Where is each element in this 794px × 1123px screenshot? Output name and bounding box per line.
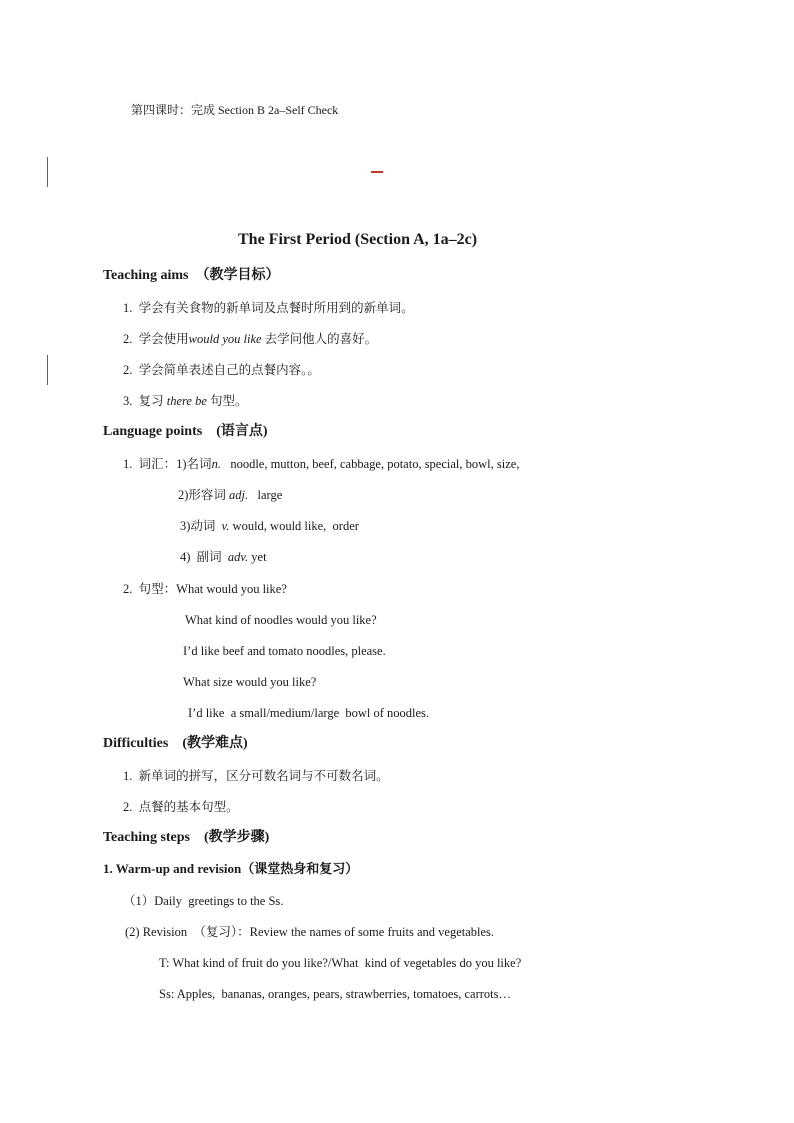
aim-item-3: 2. 学会简单表述自己的点餐内容。。 bbox=[123, 363, 320, 377]
lesson-header-line: 第四课时：完成 Section B 2a–Self Check bbox=[131, 103, 339, 117]
language-points-heading: Language points (语言点) bbox=[103, 424, 268, 439]
page-title: The First Period (Section A, 1a–2c) bbox=[238, 231, 478, 248]
sentence-pattern-line-4: What size would you like? bbox=[183, 675, 317, 689]
sentence-pattern-line-2: What kind of noodles would you like? bbox=[185, 613, 377, 627]
vocab-line-4: 4) 副词 adv. yet bbox=[180, 550, 267, 564]
margin-mark-middle bbox=[47, 355, 48, 385]
warm-up-heading: 1. Warm-up and revision（课堂热身和复习） bbox=[103, 861, 359, 876]
sentence-pattern-line-3: I’d like beef and tomato noodles, please. bbox=[183, 644, 386, 658]
difficulty-item-2: 2. 点餐的基本句型。 bbox=[123, 800, 239, 814]
red-dash-mark bbox=[371, 171, 383, 173]
aim-item-4: 3. 复习 there be 句型。 bbox=[123, 394, 248, 408]
aim-item-2: 2. 学会使用would you like 去学问他人的喜好。 bbox=[123, 332, 378, 346]
vocab-line-3: 3)动词 v. would, would like, order bbox=[180, 519, 359, 533]
difficulty-item-1: 1. 新单词的拼写，区分可数名词与不可数名词。 bbox=[123, 769, 389, 783]
teaching-aims-heading: Teaching aims （教学目标） bbox=[103, 268, 280, 283]
students-line: Ss: Apples, bananas, oranges, pears, strawberries, tomatoes, carrots… bbox=[159, 987, 511, 1001]
aim-item-1: 1. 学会有关食物的新单词及点餐时所用到的新单词。 bbox=[123, 301, 414, 315]
step-revision: (2) Revision （复习）：Review the names of some fruits and vegetables. bbox=[125, 925, 495, 939]
sentence-pattern-line-5: I’d like a small/medium/large bowl of noodles. bbox=[188, 706, 430, 720]
vocab-line-1: 1. 词汇：1)名词n. noodle, mutton, beef, cabbage, potato, special, bowl, size, bbox=[123, 457, 520, 471]
teacher-line: T: What kind of fruit do you like?/What kind of vegetables do you like? bbox=[159, 956, 522, 970]
step-daily-greetings: （1）Daily greetings to the Ss. bbox=[123, 894, 284, 908]
teaching-steps-heading: Teaching steps (教学步骤) bbox=[103, 830, 270, 845]
vocab-line-2: 2)形容词 adj. large bbox=[178, 488, 283, 502]
sentence-pattern-line-1: 2. 句型：What would you like? bbox=[123, 582, 287, 596]
difficulties-heading: Difficulties (教学难点) bbox=[103, 736, 248, 751]
margin-mark-top bbox=[47, 157, 48, 187]
